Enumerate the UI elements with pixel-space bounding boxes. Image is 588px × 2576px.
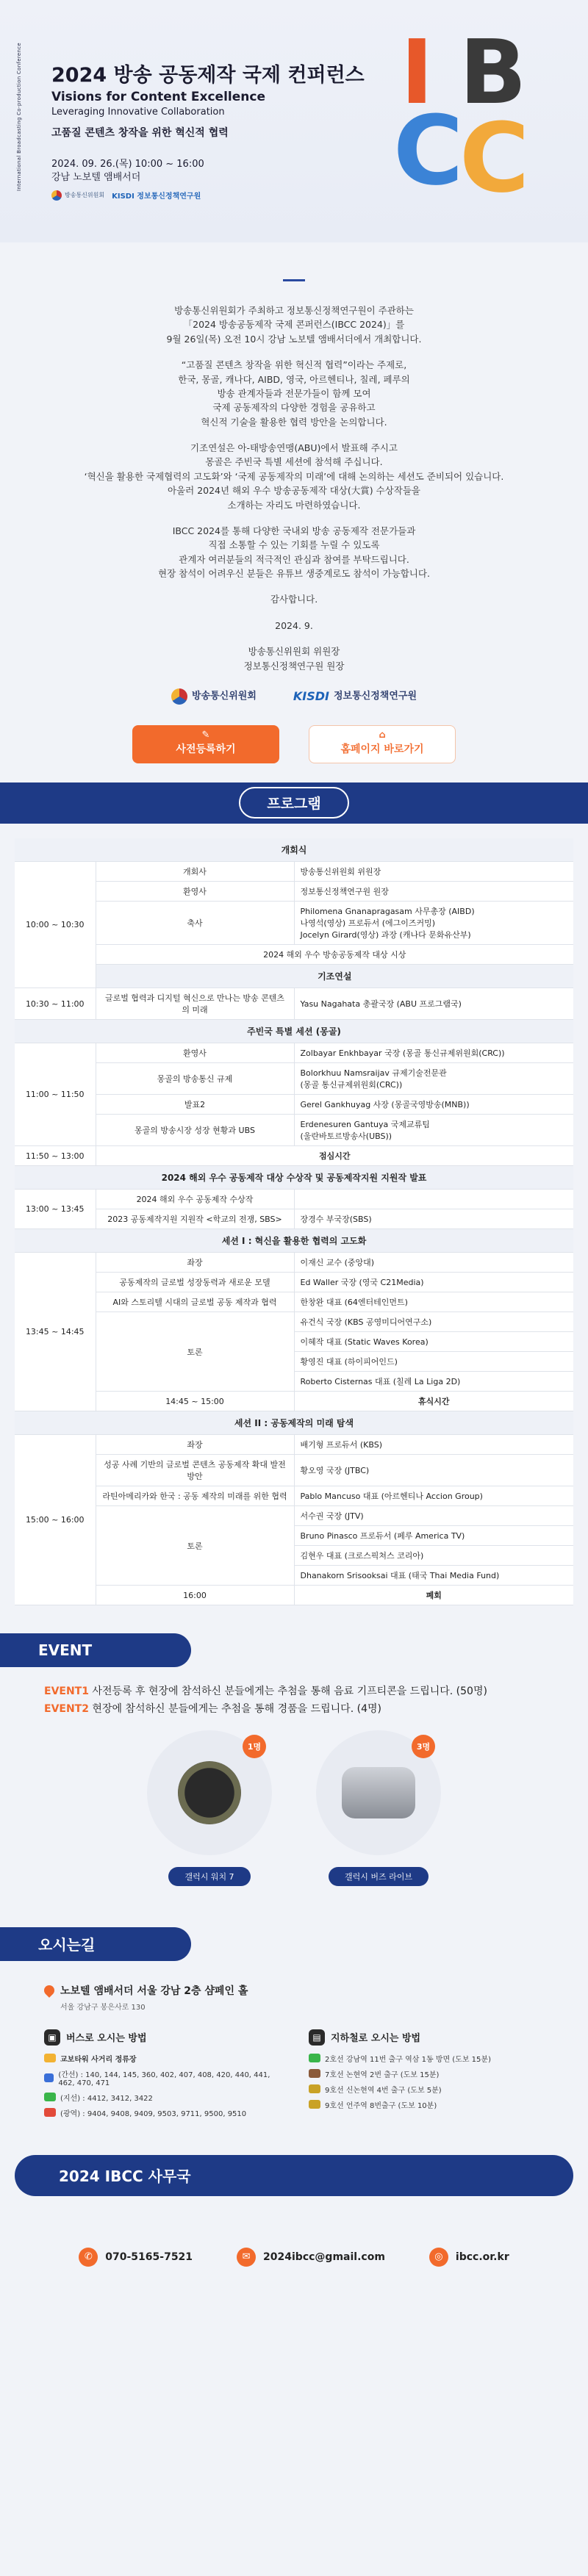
- earbuds-image: [342, 1767, 415, 1818]
- role-cell: 라틴아메리카와 한국 : 공동 제작의 미래를 위한 협력: [96, 1486, 294, 1506]
- section-title: 세션 II : 공동제작의 미래 탐색: [15, 1411, 573, 1435]
- role-cell: 글로벌 협력과 디지털 혁신으로 만나는 방송 콘텐츠의 미래: [96, 988, 294, 1020]
- kcc-emblem-icon: [171, 688, 187, 705]
- time-cell: 15:00 ~ 16:00: [15, 1435, 96, 1605]
- watch-image: [178, 1761, 241, 1824]
- speaker-cell: Philomena Gnanapragasam 사무총장 (AIBD) 나영석(영상) 프로듀서 (에그이즈커밍) Jocelyn Girard(영상) 과장 (캐나다 문화유산부): [294, 902, 573, 945]
- table-row: [15, 902, 573, 945]
- cta-buttons: [0, 725, 588, 763]
- time-cell: 11:00 ~ 11:50: [15, 1043, 96, 1146]
- map-pin-icon: [42, 1983, 57, 1998]
- subway-line: 9호선 언주역 8번출구 (도보 10분): [309, 2099, 544, 2110]
- role-cell: 좌장: [96, 1435, 294, 1455]
- program-section: [15, 1229, 573, 1253]
- bus-stop: 교보타워 사거리 정류장: [44, 2053, 279, 2064]
- program-table: [15, 838, 573, 1606]
- table-row: [15, 1292, 573, 1312]
- invitation-paragraph: 2024. 9.: [275, 619, 313, 631]
- speaker-cell: 방송통신위원회 위원장: [294, 862, 573, 882]
- bus-directions: ▣ 버스로 오시는 방법 교보타워 사거리 정류장 (간선) : 140, 144, 145, 360, 402, 407, 408, 420, 440, 441, 462, 470, 471 (지선) : 4412, 3412, 3422 (광역) : 9404, 9408, 9409, 9503, 9711, 9500, 9510: [44, 2029, 279, 2123]
- contact-info: [0, 2248, 588, 2267]
- invitation-paragraph: 기조연설은 아-태방송연맹(ABU)에서 발표해 주시고 몽골은 주빈국 특별 세션에 참석해 주십니다. ‘혁신을 활용한 국제협력의 고도화’와 ‘국제 공동제작의 미래’에 대해 논의하는 세션도 준비되어 있습니다. 아울러 2024년 해외 우수 방송공동제작 대상(大賞) 수상작들을 소개하는 자리도 마련하였습니다.: [84, 442, 504, 511]
- speaker-cell: 장경수 부국장(SBS): [294, 1209, 573, 1229]
- subway-line: 7호선 논현역 2번 출구 (도보 15분): [309, 2068, 544, 2079]
- section-title: 기조연설: [96, 965, 573, 988]
- speaker-cell: Ed Waller 국장 (영국 C21Media): [294, 1273, 573, 1292]
- bus-icon: [44, 2093, 56, 2101]
- speaker-cell: 김현우 대표 (크로스픽쳐스 코리아): [294, 1546, 573, 1566]
- role-cell: 성공 사례 기반의 글로벌 콘텐츠 공동제작 확대 발전 방안: [96, 1455, 294, 1486]
- speaker-cell: Bolorkhuu Namsraijav 규제기술전문관 (몽골 통신규제위원회(CRC)): [294, 1063, 573, 1095]
- program-section: [15, 965, 573, 988]
- contact-email[interactable]: ✉ 2024ibcc@gmail.com: [237, 2248, 385, 2267]
- role-cell: 좌장: [96, 1253, 294, 1273]
- hero-logos: [51, 190, 201, 201]
- prize-image: [316, 1730, 441, 1855]
- program-item: 2024 해외 우수 방송공동제작 대상 시상: [96, 945, 573, 965]
- address-block: [0, 1961, 588, 2012]
- program-section: [15, 838, 573, 862]
- prize-image: [147, 1730, 272, 1855]
- prize-label: 갤럭시 버즈 라이브: [329, 1867, 429, 1886]
- invitation-paragraphs: [0, 303, 588, 673]
- speaker-cell: Erdenesuren Gantuya 국제교류팀 (울란바토르방송사(UBS)): [294, 1115, 573, 1146]
- ibcc-mark: [393, 22, 570, 214]
- time-cell: 11:50 ~ 13:00: [15, 1146, 96, 1166]
- prizes: [0, 1730, 588, 1886]
- location-header: 오시는길: [0, 1927, 191, 1961]
- speaker-cell: 정보통신정책연구원 원장: [294, 882, 573, 902]
- bus-line: (간선) : 140, 144, 145, 360, 402, 407, 408, 420, 440, 441, 462, 470, 471: [44, 2068, 279, 2087]
- event2-line: EVENT2 현장에 참석하신 분들에게는 추첨을 통해 경품을 드립니다. (4명): [44, 1702, 381, 1715]
- section-title: 주빈국 특별 세션 (몽골): [15, 1020, 573, 1043]
- speaker-cell: 유건식 국장 (KBS 공영미디어연구소): [294, 1312, 573, 1332]
- speaker-cell: Zolbayar Enkhbayar 국장 (몽골 통신규제위원회(CRC)): [294, 1043, 573, 1063]
- bus-icon: ▣: [44, 2029, 60, 2046]
- prize-buds: [305, 1730, 452, 1886]
- table-row: [15, 1043, 573, 1063]
- ibcc-letter-c2: C: [459, 102, 530, 214]
- hero-subtitle-en2: Leveraging Innovative Collaboration: [51, 107, 225, 118]
- bus-icon: [44, 2108, 56, 2117]
- invitation-paragraph: 감사합니다.: [270, 594, 318, 605]
- subway-line: 9호선 신논현역 4번 출구 (도보 5분): [309, 2084, 544, 2095]
- subway-line-icon: [309, 2100, 320, 2109]
- table-row: [15, 1253, 573, 1273]
- time-cell: 13:45 ~ 14:45: [15, 1253, 96, 1411]
- subway-directions: ▤ 지하철로 오시는 방법 2호선 강남역 11번 출구 역삼 1동 방면 (도보 15분) 7호선 논현역 2번 출구 (도보 15분) 9호선 신논현역 4번 출구 (도보 5분) 9호선 언주역 8번출구 (도보 10분): [309, 2029, 544, 2123]
- bus-line: (지선) : 4412, 3412, 3422: [44, 2092, 279, 2103]
- table-row: [15, 1435, 573, 1455]
- contact-phone[interactable]: ✆ 070-5165-7521: [79, 2248, 193, 2267]
- speaker-cell: 한창완 대표 (64엔터테인먼트): [294, 1292, 573, 1312]
- mail-icon: ✉: [237, 2248, 256, 2267]
- speaker-cell: 배기형 프로듀서 (KBS): [294, 1435, 573, 1455]
- speaker-cell: Yasu Nagahata 총괄국장 (ABU 프로그램국): [294, 988, 573, 1020]
- vertical-caption: International Broadcasting Co-production Conference: [16, 43, 22, 191]
- kisdi-logo: KISDI 정보통신정책연구원: [112, 193, 201, 201]
- role-cell: 토론: [96, 1506, 294, 1586]
- prize-watch: [136, 1730, 283, 1886]
- prize-label: 갤럭시 워치 7: [168, 1867, 250, 1886]
- program-section: [15, 1020, 573, 1043]
- globe-icon: ◎: [429, 2248, 448, 2267]
- event1-line: EVENT1 사전등록 후 현장에 참석하신 분들에게는 추첨을 통해 음료 기프티콘을 드립니다. (50명): [44, 1685, 487, 1698]
- kcc-logo: 방송통신위원회: [51, 190, 104, 201]
- invitation-paragraph: 방송통신위원회 위원장 정보통신정책연구원 원장: [243, 646, 345, 672]
- table-row: [15, 1190, 573, 1209]
- role-cell: 환영사: [96, 1043, 294, 1063]
- table-row: [15, 1486, 573, 1506]
- role-cell: 몽골의 방송통신 규제: [96, 1063, 294, 1095]
- speaker-cell: Bruno Pinasco 프로듀서 (페루 America TV): [294, 1526, 573, 1546]
- homepage-button[interactable]: ⌂ 홈페이지 바로가기: [309, 725, 456, 763]
- speaker-cell: Dhanakorn Srisooksai 대표 (태국 Thai Media Fund): [294, 1566, 573, 1586]
- section-title: 세션 I : 혁신을 활용한 협력의 고도화: [15, 1229, 573, 1253]
- contact-website[interactable]: ◎ ibcc.or.kr: [429, 2248, 509, 2267]
- table-row: [15, 1392, 573, 1411]
- section-title: 개회식: [15, 838, 573, 862]
- speaker-cell: 이혜작 대표 (Static Waves Korea): [294, 1332, 573, 1352]
- stop-icon: [44, 2054, 56, 2062]
- register-button[interactable]: ✎ 사전등록하기: [132, 725, 279, 763]
- bus-line: (광역) : 9404, 9408, 9409, 9503, 9711, 9500, 9510: [44, 2107, 279, 2118]
- role-cell: 2023 공동제작지원 지원작 <학교의 전쟁, SBS>: [96, 1209, 294, 1229]
- address-text: 노보텔 앰배서더 서울 강남 2층 샴페인 홀: [60, 1985, 248, 1997]
- table-row: [15, 1455, 573, 1486]
- kisdi-logo-large: KISDI 정보통신정책연구원: [293, 688, 417, 703]
- table-row: [15, 945, 573, 965]
- event-description: [0, 1667, 588, 1719]
- role-cell: 몽골의 방송시장 성장 현황과 UBS: [96, 1115, 294, 1146]
- table-row: [15, 1586, 573, 1605]
- table-row: [15, 882, 573, 902]
- bus-icon: [44, 2073, 54, 2082]
- ibcc-letter-b: B: [459, 22, 527, 124]
- invitation-paragraph: 방송통신위원회가 주최하고 정보통신정책연구원이 주관하는 「2024 방송공동제작 국제 콘퍼런스(IBCC 2024)」를 9월 26일(목) 오전 10시 강남 노보텔 앰배서더에서 개최합니다.: [166, 305, 422, 345]
- table-row: [15, 1146, 573, 1166]
- table-row: [15, 1312, 573, 1332]
- speaker-cell: 이재신 교수 (중앙대): [294, 1253, 573, 1273]
- speaker-cell: 황영진 대표 (하이피어인드): [294, 1352, 573, 1372]
- speaker-cell: Pablo Mancuso 대표 (아르헨티나 Accion Group): [294, 1486, 573, 1506]
- break-item: 폐회: [294, 1586, 573, 1605]
- subway-line-icon: [309, 2069, 320, 2078]
- ibcc-letter-c1: C: [393, 95, 464, 206]
- role-cell: 환영사: [96, 882, 294, 902]
- kcc-logo-large: 방송통신위원회: [171, 688, 257, 705]
- hero-subtitle-en: Visions for Content Excellence: [51, 90, 265, 104]
- invitation-letter: [0, 242, 588, 763]
- role-cell: AI와 스토리텔 시대의 글로벌 공동 제작과 협력: [96, 1292, 294, 1312]
- speaker-cell: 황오영 국장 (JTBC): [294, 1455, 573, 1486]
- hero-venue: 강남 노보텔 앰배서더: [51, 172, 141, 183]
- program-section: [15, 1411, 573, 1435]
- program-section: [15, 1166, 573, 1190]
- prize-count-badge: 3명: [412, 1735, 435, 1758]
- subway-line: 2호선 강남역 11번 출구 역삼 1동 방면 (도보 15분): [309, 2053, 544, 2064]
- table-row: [15, 1506, 573, 1526]
- break-item: 점심시간: [96, 1146, 573, 1166]
- phone-icon: ✆: [79, 2248, 98, 2267]
- pencil-icon: ✎: [201, 729, 210, 741]
- home-icon: ⌂: [379, 729, 386, 741]
- invitation-paragraph: “고품질 콘텐츠 창작을 위한 혁신적 협력”이라는 주제로, 한국, 몽골, 캐나다, AIBD, 영국, 아르헨티나, 칠레, 페루의 방송 관계자들과 전문가들이 함께 모여 국제 공동제작의 다양한 경험을 공유하고 혁신적 기술을 활용한 협력 방안을 논의합니다.: [178, 359, 410, 428]
- program-title: 프로그램: [239, 787, 348, 819]
- kcc-emblem-icon: [51, 190, 62, 201]
- table-row: [15, 1209, 573, 1229]
- table-row: [15, 988, 573, 1020]
- transit-info: [0, 2012, 588, 2123]
- speaker-cell: 서수권 국장 (JTV): [294, 1506, 573, 1526]
- host-logos: [0, 688, 588, 706]
- subway-line-icon: [309, 2054, 320, 2062]
- role-cell: 축사: [96, 902, 294, 945]
- table-row: [15, 1095, 573, 1115]
- time-cell: 10:00 ~ 10:30: [15, 862, 96, 988]
- subway-icon: ▤: [309, 2029, 325, 2046]
- invitation-paragraph: IBCC 2024를 통해 다양한 국내외 방송 공동제작 전문가들과 직접 소통할 수 있는 기회를 누릴 수 있도록 관계자 여러분들의 적극적인 관심과 참여를 부탁드립니다. 현장 참석이 어려우신 분들은 유튜브 생중계로도 참석이 가능합니다.: [158, 525, 430, 579]
- ibcc-letter-i: I: [401, 22, 434, 124]
- office-header: 2024 IBCC 사무국: [15, 2155, 573, 2196]
- table-row: [15, 1115, 573, 1146]
- hero-date: 2024. 09. 26.(목) 10:00 ~ 16:00: [51, 159, 204, 170]
- subway-line-icon: [309, 2084, 320, 2093]
- role-cell: 2024 해외 우수 공동제작 수상작: [96, 1190, 294, 1209]
- divider: [283, 279, 305, 281]
- section-title: 2024 해외 우수 공동제작 대상 수상작 및 공동제작지원 지원작 발표: [15, 1166, 573, 1190]
- break-item: 휴식시간: [294, 1392, 573, 1411]
- program-header: [0, 782, 588, 824]
- time-cell: 16:00: [96, 1586, 294, 1605]
- time-cell: 10:30 ~ 11:00: [15, 988, 96, 1020]
- role-cell: 개회사: [96, 862, 294, 882]
- speaker-cell: Gerel Gankhuyag 사장 (몽골국영방송(MNB)): [294, 1095, 573, 1115]
- role-cell: 토론: [96, 1312, 294, 1392]
- hero-subtitle-ko: 고품질 콘텐츠 창작을 위한 혁신적 협력: [51, 127, 229, 139]
- table-row: [15, 862, 573, 882]
- prize-count-badge: 1명: [243, 1735, 266, 1758]
- table-row: [15, 1273, 573, 1292]
- time-cell: 13:00 ~ 13:45: [15, 1190, 96, 1229]
- hero-title: 2024 방송 공동제작 국제 컨퍼런스: [51, 64, 365, 87]
- address-sub: 서울 강남구 봉은사로 130: [60, 2003, 146, 2012]
- time-cell: 14:45 ~ 15:00: [96, 1392, 294, 1411]
- role-cell: 발표2: [96, 1095, 294, 1115]
- event-header: EVENT: [0, 1633, 191, 1667]
- table-row: [15, 1063, 573, 1095]
- role-cell: 공동제작의 글로벌 성장동력과 새로운 모델: [96, 1273, 294, 1292]
- speaker-cell: Roberto Cisternas 대표 (칠레 La Liga 2D): [294, 1372, 573, 1392]
- speaker-cell: [294, 1190, 573, 1209]
- hero-banner: [0, 0, 588, 242]
